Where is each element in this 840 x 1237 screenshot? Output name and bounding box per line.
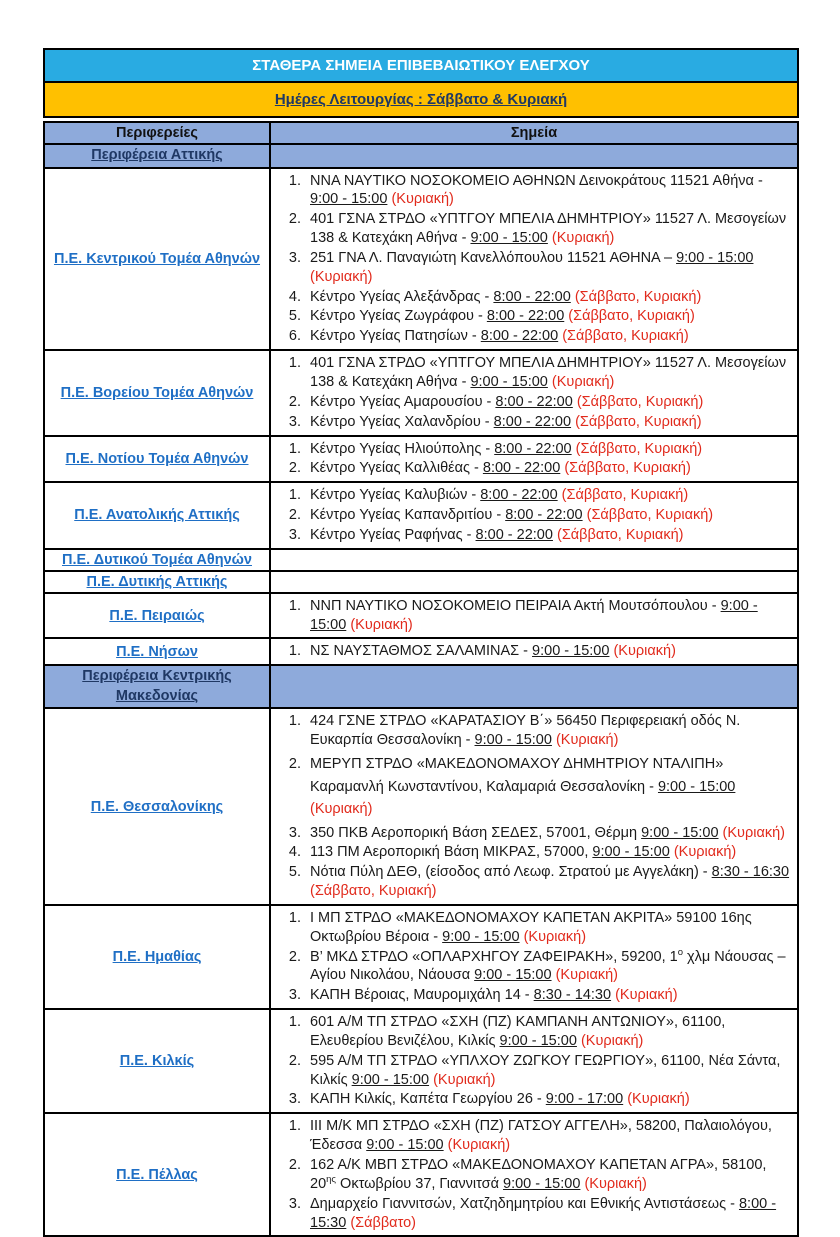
operating-days: (Σάββατο, Κυριακή) <box>568 308 695 325</box>
operating-days: (Κυριακή) <box>310 801 373 818</box>
region-link[interactable]: Π.Ε. Νοτίου Τομέα Αθηνών <box>44 436 270 483</box>
region-header-empty-cell <box>270 665 798 708</box>
opening-hours: 9:00 - 15:00 <box>592 844 670 861</box>
operating-days: (Σάββατο, Κυριακή) <box>556 526 684 543</box>
point-item: 6. Κέντρο Υγείας Πατησίων - 8:00 - 22:00 (Σάββατο, Κυριακή) <box>305 327 791 346</box>
operating-days: (Σάββατο, Κυριακή) <box>574 288 702 305</box>
region-link[interactable]: Π.Ε. Ημαθίας <box>44 905 270 1009</box>
points-list-cell <box>270 482 798 549</box>
page-title: ΣΤΑΘΕΡΑ ΣΗΜΕΙΑ ΕΠΙΒΕΒΑΙΩΤΙΚΟΥ ΕΛΕΓΧΟΥ <box>44 49 798 82</box>
point-item: 4. 113 ΠΜ Αεροπορική Βάση ΜΙΚΡΑΣ, 57000, 9:00 - 15:00 (Κυριακή) <box>305 843 791 862</box>
operating-days: (Σάββατο, Κυριακή) <box>586 507 714 524</box>
document <box>43 48 799 1237</box>
opening-hours: 8:00 - 22:00 <box>493 288 571 305</box>
region-header-label: Περιφέρεια Αττικής <box>44 144 270 168</box>
opening-hours: 9:00 - 15:00 <box>351 1071 430 1088</box>
points-list-cell <box>270 708 798 904</box>
operating-days: (Κυριακή) <box>523 928 587 945</box>
region-header-row <box>44 665 798 708</box>
region-link[interactable]: Π.Ε. Πέλλας <box>44 1113 270 1236</box>
region-link[interactable]: Π.Ε. Δυτικού Τομέα Αθηνών <box>44 549 270 571</box>
operating-days: (Κυριακή) <box>447 1137 511 1154</box>
operating-days: (Κυριακή) <box>433 1071 496 1088</box>
points-list-cell <box>270 549 798 571</box>
operating-days: (Σάββατο, Κυριακή) <box>310 883 437 900</box>
operating-days: (Σάββατο, Κυριακή) <box>575 413 702 430</box>
region-link[interactable]: Π.Ε. Κιλκίς <box>44 1009 270 1113</box>
point-item: 1. ΙΙΙ Μ/Κ ΜΠ ΣΤΡΔΟ «ΣΧΗ (ΠΖ) ΓΑΤΣΟΥ ΑΓΓΕΛΗ», 58200, Παλαιολόγου, Έδεσσα 9:00 - 15:00 (Κυριακή) <box>305 1117 791 1155</box>
point-item: 5. Κέντρο Υγείας Ζωγράφου - 8:00 - 22:00 (Σάββατο, Κυριακή) <box>305 307 791 326</box>
table-row <box>44 638 798 665</box>
opening-hours: 9:00 - 15:00 <box>474 732 552 749</box>
point-item: 4. Κέντρο Υγείας Αλεξάνδρας - 8:00 - 22:00 (Σάββατο, Κυριακή) <box>305 288 791 307</box>
opening-hours: 8:00 - 22:00 <box>495 393 573 410</box>
opening-hours: 9:00 - 15:00 <box>503 1175 581 1192</box>
operating-days: (Κυριακή) <box>584 1175 647 1192</box>
table-row <box>44 482 798 549</box>
table-row <box>44 1009 798 1113</box>
operating-days: (Σάββατο, Κυριακή) <box>576 393 704 410</box>
table-row <box>44 436 798 483</box>
operating-days: (Κυριακή) <box>551 374 615 390</box>
points-list-cell <box>270 638 798 665</box>
opening-hours: 9:00 - 15:00 <box>470 374 548 390</box>
header-banners <box>43 48 799 118</box>
opening-hours: 8:30 - 16:30 <box>711 864 790 881</box>
points-list-cell <box>270 1009 798 1113</box>
points-list <box>271 597 791 635</box>
point-item: 3. ΚΑΠΗ Βέροιας, Μαυρομιχάλη 14 - 8:30 - 14:30 (Κυριακή) <box>305 986 791 1005</box>
opening-hours: 9:00 - 15:00 <box>366 1137 444 1154</box>
operating-days-subtitle: Ημέρες Λειτουργίας : Σάββατο & Κυριακή <box>44 82 798 117</box>
point-item: 3. Κέντρο Υγείας Χαλανδρίου - 8:00 - 22:00 (Σάββατο, Κυριακή) <box>305 413 791 432</box>
point-item: 2. Κέντρο Υγείας Καλλιθέας - 8:00 - 22:00 (Σάββατο, Κυριακή) <box>305 459 791 478</box>
operating-days: (Κυριακή) <box>555 732 619 749</box>
points-list <box>271 909 791 1005</box>
opening-hours: 8:30 - 14:30 <box>533 987 612 1004</box>
operating-days: (Σάββατο) <box>350 1214 416 1231</box>
table-row <box>44 350 798 435</box>
opening-hours: 9:00 - 15:00 <box>499 1032 577 1049</box>
points-list <box>271 1013 791 1109</box>
opening-hours: 9:00 - 15:00 <box>310 597 758 633</box>
table-row <box>44 571 798 593</box>
opening-hours: 9:00 - 15:00 <box>676 249 754 266</box>
table-row <box>44 549 798 571</box>
point-item: 3. 251 ΓΝΑ Λ. Παναγιώτη Κανελλόπουλου 11521 ΑΘΗΝΑ – 9:00 - 15:00 (Κυριακή) <box>305 249 791 287</box>
operating-days: (Κυριακή) <box>627 1091 690 1108</box>
point-item: 3. 350 ΠΚΒ Αεροπορική Βάση ΣΕΔΕΣ, 57001, Θέρμη 9:00 - 15:00 (Κυριακή) <box>305 824 791 843</box>
points-list-cell <box>270 350 798 435</box>
table-body <box>44 144 798 1236</box>
opening-hours: 9:00 - 15:00 <box>657 778 736 795</box>
operating-days: (Κυριακή) <box>722 824 785 841</box>
operating-days: (Κυριακή) <box>673 844 737 861</box>
points-list-cell <box>270 1113 798 1236</box>
operating-days: (Κυριακή) <box>613 643 676 660</box>
opening-hours: 8:00 - 22:00 <box>482 460 561 477</box>
operating-days: (Κυριακή) <box>310 268 373 285</box>
point-item: 3. Κέντρο Υγείας Ραφήνας - 8:00 - 22:00 (Σάββατο, Κυριακή) <box>305 526 791 545</box>
points-list <box>271 712 791 900</box>
point-item: 2. 162 Α/Κ ΜΒΠ ΣΤΡΔΟ «ΜΑΚΕΔΟΝΟΜΑΧΟΥ ΚΑΠΕΤΑΝ ΑΓΡΑ», 58100, $20^{\eta\varsigma}$ Οκτωβρίου 37, Γιαννιτσά 9:00 - 15:00 (Κυριακή) <box>305 1156 791 1194</box>
table-row <box>44 905 798 1009</box>
point-item: 3. ΚΑΠΗ Κιλκίς, Καπέτα Γεωργίου 26 - 9:00 - 17:00 (Κυριακή) <box>305 1090 791 1109</box>
points-list <box>271 354 791 431</box>
col-header-regions: Περιφερείες <box>44 122 270 144</box>
points-list <box>271 642 791 661</box>
points-list <box>271 486 791 545</box>
region-link[interactable]: Π.Ε. Κεντρικού Τομέα Αθηνών <box>44 168 270 351</box>
opening-hours: 9:00 - 17:00 <box>545 1091 624 1108</box>
operating-days: (Σάββατο, Κυριακή) <box>564 460 691 477</box>
operating-days: (Σάββατο, Κυριακή) <box>575 440 703 457</box>
table-row <box>44 593 798 639</box>
operating-days: (Κυριακή) <box>350 616 413 633</box>
col-header-points: Σημεία <box>270 122 798 144</box>
operating-days: (Κυριακή) <box>391 191 454 208</box>
point-item: 2. Β’ ΜΚΔ ΣΤΡΔΟ «ΟΠΛΑΡΧΗΓΟΥ ΖΑΦΕΙΡΑΚΗ», 59200, $1^o$ χλμ Νάουσας – Αγίου Νικολάου, Νάουσα 9:00 - 15:00 (Κυριακή) <box>305 948 791 986</box>
opening-hours: 9:00 - 15:00 <box>641 824 719 841</box>
point-item: 2. ΜΕΡΥΠ ΣΤΡΔΟ «ΜΑΚΕΔΟΝΟΜΑΧΟΥ ΔΗΜΗΤΡΙΟΥ ΝΤΑΛΙΠΗ» Καραμανλή Κωνσταντίνου, Καλαμαριά Θεσσαλονίκη - 9:00 - 15:00 (Κυριακή) <box>305 753 791 820</box>
points-list <box>271 1117 791 1232</box>
point-item: 1. 424 ΓΣΝΕ ΣΤΡΔΟ «ΚΑΡΑΤΑΣΙΟΥ Β΄» 56450 Περιφερειακή οδός Ν. Ευκαρπία Θεσσαλονίκη - 9:00 - 15:00 (Κυριακή) <box>305 712 791 750</box>
column-header-row <box>44 122 798 144</box>
opening-hours: 8:00 - 22:00 <box>494 440 572 457</box>
point-item: 1. Κέντρο Υγείας Καλυβιών - 8:00 - 22:00 (Σάββατο, Κυριακή) <box>305 486 791 505</box>
point-item: 1. ΝΝΠ ΝΑΥΤΙΚΟ ΝΟΣΟΚΟΜΕΙΟ ΠΕΙΡΑΙΑ Ακτή Μουτσόπουλου - 9:00 - 15:00 (Κυριακή) <box>305 597 791 635</box>
opening-hours: 8:00 - 22:00 <box>486 308 565 325</box>
table-row <box>44 708 798 904</box>
table-row <box>44 1113 798 1236</box>
region-link[interactable]: Π.Ε. Ανατολικής Αττικής <box>44 482 270 549</box>
region-link[interactable]: Π.Ε. Βορείου Τομέα Αθηνών <box>44 350 270 435</box>
region-link[interactable]: Π.Ε. Θεσσαλονίκης <box>44 708 270 904</box>
operating-days: (Κυριακή) <box>551 230 615 247</box>
opening-hours: 8:00 - 22:00 <box>505 507 583 524</box>
points-list <box>271 440 791 479</box>
opening-hours: 9:00 - 15:00 <box>310 191 388 208</box>
opening-hours: 8:00 - 15:30 <box>310 1195 777 1231</box>
points-list-cell <box>270 593 798 639</box>
operating-days: (Κυριακή) <box>555 967 619 984</box>
region-link[interactable]: Π.Ε. Δυτικής Αττικής <box>44 571 270 593</box>
point-item: 2. Κέντρο Υγείας Καπανδριτίου - 8:00 - 22:00 (Σάββατο, Κυριακή) <box>305 506 791 525</box>
point-item: 1. Κέντρο Υγείας Ηλιούπολης - 8:00 - 22:00 (Σάββατο, Κυριακή) <box>305 440 791 459</box>
points-list <box>271 172 791 347</box>
point-item: 1. 601 Α/Μ ΤΠ ΣΤΡΔΟ «ΣΧΗ (ΠΖ) ΚΑΜΠΑΝΗ ΑΝΤΩΝΙΟΥ», 61100, Ελευθερίου Βενιζέλου, Κιλκίς 9:00 - 15:00 (Κυριακή) <box>305 1013 791 1051</box>
region-header-row <box>44 144 798 168</box>
point-item: 3. Δημαρχείο Γιαννιτσών, Χατζηδημητρίου και Εθνικής Αντιστάσεως - 8:00 - 15:30 (Σάββατο) <box>305 1195 791 1233</box>
opening-hours: 9:00 - 15:00 <box>470 230 548 247</box>
region-header-label: Περιφέρεια Κεντρικής Μακεδονίας <box>44 665 270 708</box>
point-item: 2. Κέντρο Υγείας Αμαρουσίου - 8:00 - 22:00 (Σάββατο, Κυριακή) <box>305 393 791 412</box>
operating-days: (Κυριακή) <box>615 987 678 1004</box>
opening-hours: 8:00 - 22:00 <box>493 413 572 430</box>
point-item: 2. 401 ΓΣΝΑ ΣΤΡΔΟ «ΥΠΤΓΟΥ ΜΠΕΛΙΑ ΔΗΜΗΤΡΙΟΥ» 11527 Λ. Μεσογείων 138 & Κατεχάκη Αθήνα - 9:00 - 15:00 (Κυριακή) <box>305 210 791 248</box>
point-item: 1. Ι ΜΠ ΣΤΡΔΟ «ΜΑΚΕΔΟΝΟΜΑΧΟΥ ΚΑΠΕΤΑΝ ΑΚΡΙΤΑ» 59100 16ης Οκτωβρίου Βέροια - 9:00 - 15:00 (Κυριακή) <box>305 909 791 947</box>
opening-hours: 9:00 - 15:00 <box>532 643 610 660</box>
point-item: 1. 401 ΓΣΝΑ ΣΤΡΔΟ «ΥΠΤΓΟΥ ΜΠΕΛΙΑ ΔΗΜΗΤΡΙΟΥ» 11527 Λ. Μεσογείων 138 & Κατεχάκη Αθήνα - 9:00 - 15:00 (Κυριακή) <box>305 354 791 392</box>
point-item: 1. ΝΝΑ ΝΑΥΤΙΚΟ ΝΟΣΟΚΟΜΕΙΟ ΑΘΗΝΩΝ Δεινοκράτους 11521 Αθήνα - 9:00 - 15:00 (Κυριακή) <box>305 172 791 210</box>
region-link[interactable]: Π.Ε. Νήσων <box>44 638 270 665</box>
opening-hours: 9:00 - 15:00 <box>474 967 552 984</box>
opening-hours: 8:00 - 22:00 <box>475 526 553 543</box>
opening-hours: 8:00 - 22:00 <box>480 328 559 345</box>
opening-hours: 8:00 - 22:00 <box>480 487 558 504</box>
operating-days: (Κυριακή) <box>580 1032 644 1049</box>
point-item: 2. 595 Α/Μ ΤΠ ΣΤΡΔΟ «ΥΠΛΧΟΥ ΖΩΓΚΟΥ ΓΕΩΡΓΙΟΥ», 61100, Νέα Σάντα, Κιλκίς 9:00 - 15:00 (Κυριακή) <box>305 1052 791 1090</box>
region-link[interactable]: Π.Ε. Πειραιώς <box>44 593 270 639</box>
point-item: 5. Νότια Πύλη ΔΕΘ, (είσοδος από Λεωφ. Στρατού με Αγγελάκη) - 8:30 - 16:30 (Σάββατο, Κυριακή) <box>305 863 791 901</box>
points-list-cell <box>270 168 798 351</box>
opening-hours: 9:00 - 15:00 <box>442 928 520 945</box>
region-header-empty-cell <box>270 144 798 168</box>
points-list-cell <box>270 571 798 593</box>
operating-days: (Σάββατο, Κυριακή) <box>561 487 689 504</box>
table-row <box>44 168 798 351</box>
operating-days: (Σάββατο, Κυριακή) <box>562 328 689 345</box>
points-table <box>43 121 799 1237</box>
points-list-cell <box>270 905 798 1009</box>
points-list-cell <box>270 436 798 483</box>
point-item: 1. ΝΣ ΝΑΥΣΤΑΘΜΟΣ ΣΑΛΑΜΙΝΑΣ - 9:00 - 15:00 (Κυριακή) <box>305 642 791 661</box>
